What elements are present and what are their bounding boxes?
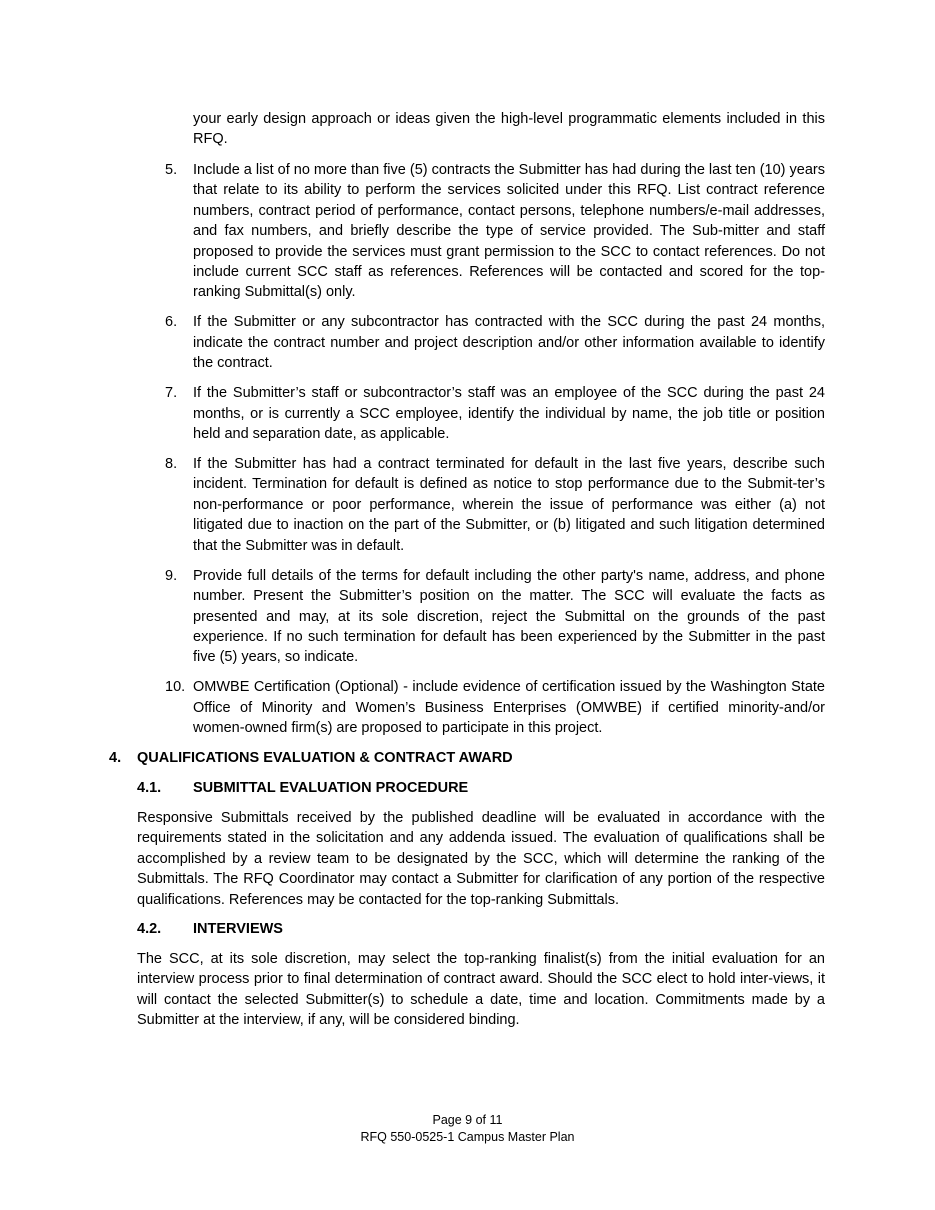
list-item bbox=[0, 312, 935, 373]
subsection-title: SUBMITTAL EVALUATION PROCEDURE bbox=[193, 780, 469, 796]
list-item bbox=[0, 160, 935, 303]
subsection-number: 4.1. bbox=[137, 780, 162, 796]
list-item-text: Include a list of no more than five (5) contracts the Submitter has had during the last ten (10) years that relate to its ability to perform the services solicited under this RFQ. List contract reference numbers, contract period of performance, contact persons, telephone numbers/e-mail addresses, and fax numbers, and briefly describe the type of service provided. The Sub-mitter and staff proposed to provide the services must grant permission to the SCC to contact references. Do not include current SCC staff as references. References will be contacted and scored for the top-ranking Submittal(s) only. bbox=[193, 162, 825, 301]
document-title-footer: RFQ 550-0525-1 Campus Master Plan bbox=[360, 1130, 575, 1144]
list-item bbox=[0, 566, 935, 668]
list-item bbox=[0, 454, 935, 556]
list-item-number: 6. bbox=[165, 314, 178, 331]
page-number: Page 9 of 11 bbox=[432, 1113, 503, 1127]
evaluation-paragraph: Responsive Submittals received by the published deadline will be evaluated in accordance with the requirements stated in the solicitation and any addenda issued. The evaluation of qualifications shall be accomplished by a review team to be designated by the SCC, which will determine the ranking of the Submittals. The RFQ Coordinator may contact a Submitter for clarification of any portion of the respective qualifications. References may be contacted for the top-ranking Submittals. bbox=[137, 810, 825, 908]
subsection-title: INTERVIEWS bbox=[193, 921, 283, 937]
list-item-text: Provide full details of the terms for default including the other party's name, address, and phone number. Present the Submitter’s position on the matter. The SCC will evaluate the facts as presented and may, at its sole discretion, reject the Submittal on the grounds of the past experience. If no such termination for default has been experienced by the Submitter in the past five (5) years, so indicate. bbox=[193, 567, 825, 666]
section-number: 4. bbox=[109, 750, 122, 766]
section-title: QUALIFICATIONS EVALUATION & CONTRACT AWARD bbox=[137, 750, 513, 766]
list-item-number: 8. bbox=[165, 456, 178, 473]
list-item-number: 7. bbox=[165, 385, 178, 402]
list-item-text: OMWBE Certification (Optional) - include evidence of certification issued by the Washington State Office of Minority and Women’s Business Enterprises (OMWBE) if certified minority-and/or women-owned firm(s) are proposed to participate in this project. bbox=[193, 679, 825, 737]
subsection-number: 4.2. bbox=[137, 921, 162, 937]
list-item-text: If the Submitter has had a contract terminated for default in the last five years, describe such incident. Termination for default is defined as notice to stop performance due to the Submit-ter’s non-performance or poor performance, wherein the issue of performance was either (a) not litigated due to inaction on the part of the Submitter, or (b) litigated and such litigation determined that the Submitter was in default. bbox=[193, 456, 825, 554]
list-item-text: If the Submitter or any subcontractor has contracted with the SCC during the past 24 months, indicate the contract number and project description and/or other information available to identify the contract. bbox=[193, 314, 825, 372]
list-item-text: If the Submitter’s staff or subcontractor’s staff was an employee of the SCC during the past 24 months, or is currently a SCC employee, identify the individual by name, the job title or position held and separation date, as applicable. bbox=[193, 385, 825, 443]
list-item-number: 5. bbox=[165, 162, 178, 178]
numbered-list bbox=[0, 160, 935, 748]
interviews-paragraph: The SCC, at its sole discretion, may select the top-ranking finalist(s) from the initial evaluation for an interview process prior to final determination of contract award. Should the SCC elect to hold inter-views, it will contact the selected Submitter(s) to schedule a date, time and location. Commitments made by a Submitter at the interview, if any, will be considered binding. bbox=[137, 951, 825, 1029]
list-item-number: 9. bbox=[165, 567, 178, 584]
continued-paragraph: your early design approach or ideas given the high-level programmatic elements included in this RFQ. bbox=[193, 111, 825, 148]
list-item-number: 10. bbox=[165, 679, 186, 696]
list-item bbox=[0, 383, 935, 444]
list-item bbox=[0, 677, 935, 738]
